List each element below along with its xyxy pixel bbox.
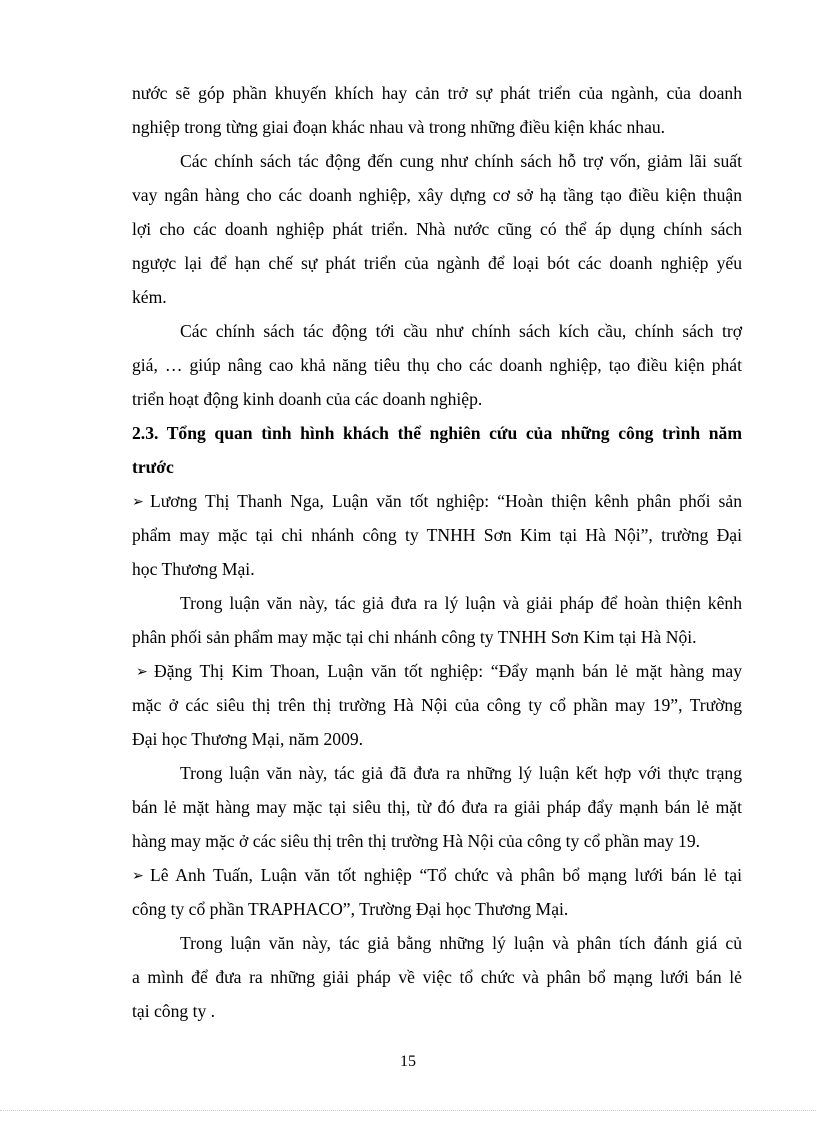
heading-line: 2.3. Tổng quan tình hình khách thể nghiên cứu của những công trình năm [132, 423, 742, 443]
paragraph-1 [132, 76, 742, 144]
section-heading [132, 416, 742, 484]
paragraph-2 [132, 144, 742, 314]
paragraph-3 [132, 314, 742, 416]
reference-bullet-1 [132, 484, 742, 586]
text-line: bán lẻ mặt hàng may mặc tại siêu thị, từ đó đưa ra giải pháp đẩy mạnh bán lẻ mặt [132, 797, 742, 817]
text-line: Các chính sách tác động tới cầu như chính sách kích cầu, chính sách trợ [180, 321, 742, 341]
paragraph-5 [132, 756, 742, 858]
text-line: phẩm may mặc tại chi nhánh công ty TNHH Sơn Kim tại Hà Nội”, trường Đại [132, 525, 742, 545]
arrow-bullet-icon: ➢ [132, 495, 144, 510]
text-line: vay ngân hàng cho các doanh nghiệp, xây dựng cơ sở hạ tầng tạo điều kiện thuận [132, 185, 742, 205]
text-line: giá, … giúp nâng cao khả năng tiêu thụ cho các doanh nghiệp, tạo điều kiện phát [132, 355, 742, 375]
text-line: mặc ở các siêu thị trên thị trường Hà Nội của công ty cổ phần may 19”, Trường [132, 695, 742, 715]
text-line: ngược lại để hạn chế sự phát triển của ngành để loại bót các doanh nghiệp yếu [132, 253, 742, 273]
text-line: Đại học Thương Mại, năm 2009. [132, 729, 364, 749]
text-line: triển hoạt động kinh doanh của các doanh nghiệp. [132, 389, 483, 409]
text-line: học Thương Mại. [132, 559, 255, 579]
page-number: 15 [400, 1053, 416, 1070]
text-line [132, 654, 742, 688]
text-line: kém. [132, 287, 167, 307]
document-page [132, 76, 742, 1028]
text-line: nước sẽ góp phần khuyến khích hay cản trở sự phát triển của ngành, của doanh [132, 83, 742, 103]
text-line: Trong luận văn này, tác giả bằng những lý luận và phân tích đánh giá củ [180, 933, 742, 953]
bullet-text: Lê Anh Tuấn, Luận văn tốt nghiệp “Tổ chức và phân bổ mạng lưới bán lẻ tại [150, 865, 742, 885]
reference-bullet-3 [132, 858, 742, 926]
arrow-bullet-icon: ➢ [132, 869, 144, 884]
text-line [132, 484, 742, 518]
text-line: nghiệp trong từng giai đoạn khác nhau và trong những điều kiện khác nhau. [132, 117, 666, 137]
arrow-bullet-icon: ➢ [136, 665, 148, 680]
text-line: a mình để đưa ra những giải pháp về việc tổ chức và phân bổ mạng lưới bán lẻ [132, 967, 742, 987]
text-line: lợi cho các doanh nghiệp phát triển. Nhà nước cũng có thể áp dụng chính sách [132, 219, 742, 239]
heading-line: trước [132, 457, 174, 477]
text-line: công ty cổ phần TRAPHACO”, Trường Đại học Thương Mại. [132, 899, 569, 919]
text-line: tại công ty . [132, 1001, 216, 1021]
text-line: phân phối sản phẩm may mặc tại chi nhánh công ty TNHH Sơn Kim tại Hà Nội. [132, 627, 697, 647]
page-bottom-border [0, 1110, 816, 1111]
reference-bullet-2 [132, 654, 742, 756]
text-line: Trong luận văn này, tác giả đã đưa ra những lý luận kết hợp với thực trạng [180, 763, 742, 783]
text-line: Các chính sách tác động đến cung như chính sách hỗ trợ vốn, giảm lãi suất [180, 151, 742, 171]
bullet-text: Đặng Thị Kim Thoan, Luận văn tốt nghiệp: “Đẩy mạnh bán lẻ mặt hàng may [154, 661, 742, 681]
text-line: Trong luận văn này, tác giả đưa ra lý luận và giải pháp để hoàn thiện kênh [180, 593, 742, 613]
paragraph-4 [132, 586, 742, 654]
paragraph-6 [132, 926, 742, 1028]
bullet-text: Lương Thị Thanh Nga, Luận văn tốt nghiệp: “Hoàn thiện kênh phân phối sản [150, 491, 742, 511]
text-line: hàng may mặc ở các siêu thị trên thị trường Hà Nội của công ty cổ phần may 19. [132, 831, 701, 851]
text-line [132, 858, 742, 892]
